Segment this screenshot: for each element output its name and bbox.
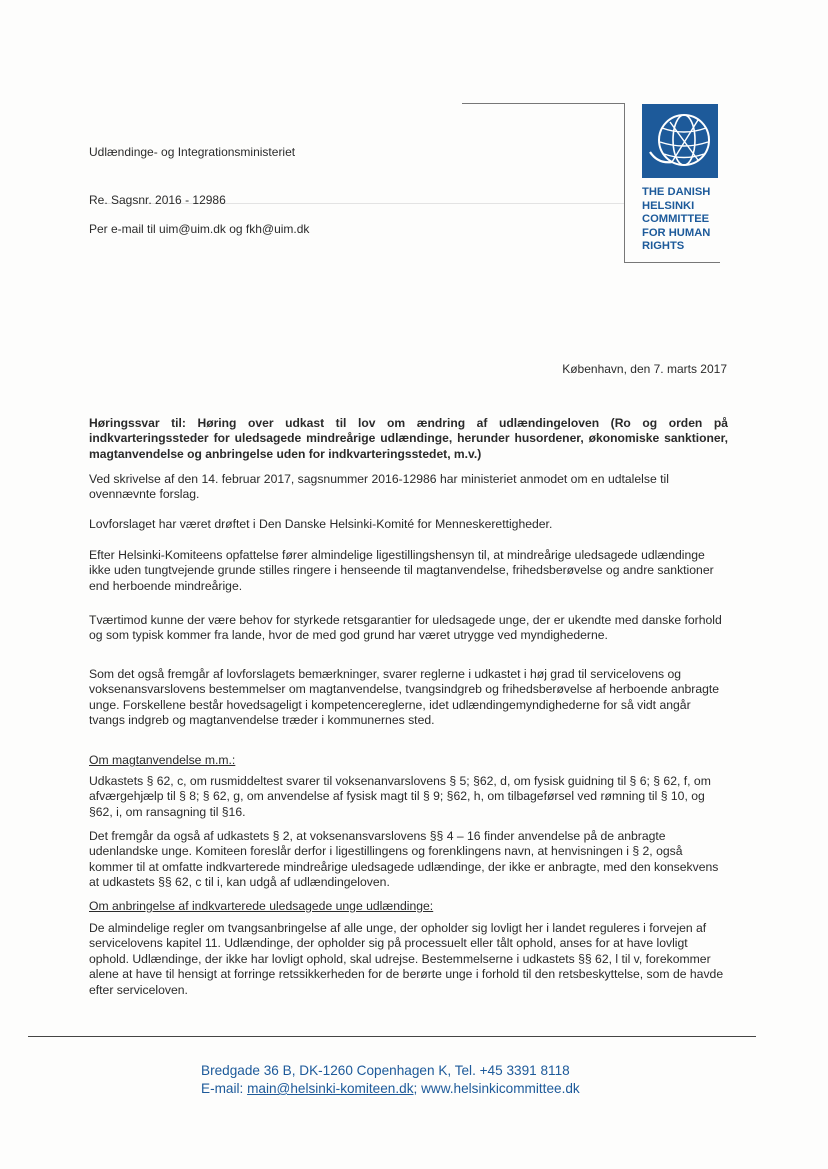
header-top-rule bbox=[462, 103, 625, 104]
logo-text bbox=[642, 186, 742, 254]
footer-rule bbox=[28, 1036, 756, 1037]
logo-line: FOR HUMAN bbox=[642, 226, 711, 239]
header-bottom-rule bbox=[624, 262, 720, 263]
subject: Høringssvar til: Høring over udkast til lov om ændring af udlændingeloven (Ro og orden på indkvarteringssteder for uledsagede mindreårige udlændinge, herunder husordener, økonomiske sanktioner, magtanvendelse og anbringelse uden for indkvarteringsstedet, m.v.) bbox=[89, 416, 728, 461]
footer-separator: ; bbox=[413, 1081, 422, 1096]
helsinki-committee-logo bbox=[642, 104, 718, 178]
paragraph: De almindelige regler om tvangsanbringelse af alle unge, der opholder sig lovligt her i landet reguleres i forvejen af servicelovens kapitel 11. Udlændinge, der opholder sig på processuelt eller tålt ophold, anses for at have lovligt ophold. Udlændinge, der ikke har lovligt ophold, skal udrejse. Bestemmelserne i udkastets §§ 62, l til v, forekommer alene at have til hensigt at forringe retssikkerheden for de berørte unge i forhold til den retsbeskyttelse, som de havde efter serviceloven. bbox=[89, 921, 724, 997]
logo-line: RIGHTS bbox=[642, 240, 685, 253]
footer-contact bbox=[201, 1080, 580, 1098]
email-line: Per e-mail til uim@uim.dk og fkh@uim.dk bbox=[89, 222, 310, 236]
logo-line: THE DANISH bbox=[642, 186, 711, 198]
paragraph: Ved skrivelse af den 14. februar 2017, sagsnummer 2016-12986 har ministeriet anmodet om en udtalelse til ovennævnte forslag. bbox=[89, 472, 669, 502]
section-heading: Om anbringelse af indkvarterede uledsagede unge udlændinge: bbox=[89, 899, 434, 913]
paragraph: Det fremgår da også af udkastets § 2, at voksenansvarslovens §§ 4 – 16 finder anvendelse på de anbragte udenlandske unge. Komiteen foreslår derfor i ligestillingens og forenklingens navn, at henvisningen i § 2, også kommer til at omfatte indkvarterede mindreårige uledsagede udlændinge, der ikke er anbragte, med den konsekvens at udkastets §§ 62, c til i, kan udgå af udlændingeloven. bbox=[89, 829, 719, 890]
paragraph: Udkastets § 62, c, om rusmiddeltest svarer til voksenanvarslovens § 5; §62, d, om fysisk guidning til § 6; § 62, f, om afværgehjælp til § 8; § 62, g, om anvendelse af fysisk magt til § 9; §62, h, om tilbageførsel ved rømning til § 10, og §62, i, om ransagning til §16. bbox=[89, 774, 711, 819]
paragraph: Efter Helsinki-Komiteens opfattelse fører almindelige ligestillingshensyn til, at mindreårige uledsagede udlændinge ikke uden tungtvejende grunde stilles ringere i henseende til magtanvendelse, frihedsberøvelse og andre sanktioner end herboende mindreårige. bbox=[89, 548, 714, 593]
section-heading: Om magtanvendelse m.m.: bbox=[89, 753, 236, 767]
paragraph: Som det også fremgår af lovforslagets bemærkninger, svarer reglerne i udkastet i høj grad til servicelovens og voksenansvarslovens bestemmelser om magtanvendelse, tvangsindgreb og frihedsberøvelse af herboende anbragte unge. Forskellene består hovedsageligt i kompetencereglerne, idet udlændingemyndighederne for så vidt angår tvangs indgreb og magtanvendelse træder i kommunernes sted. bbox=[89, 667, 720, 728]
date-line: København, den 7. marts 2017 bbox=[562, 362, 727, 376]
header-vertical-rule bbox=[624, 103, 625, 263]
logo-line: HELSINKI bbox=[642, 199, 695, 212]
footer-email-link[interactable]: main@helsinki-komiteen.dk bbox=[247, 1081, 414, 1096]
footer-website-link[interactable]: www.helsinkicommittee.dk bbox=[421, 1081, 580, 1096]
logo-line: COMMITTEE bbox=[642, 213, 710, 226]
globe-icon bbox=[642, 104, 718, 178]
footer-email-label: E-mail: bbox=[201, 1081, 248, 1096]
paragraph: Tværtimod kunne der være behov for styrkede retsgarantier for uledsagede unge, der er ukendte med danske forhold og som typisk kommer fra lande, hvor de med god grund har været utrygge ved myndighederne. bbox=[89, 613, 722, 643]
footer-address: Bredgade 36 B, DK-1260 Copenhagen K, Tel. +45 3391 8118 bbox=[201, 1063, 570, 1078]
paragraph: Lovforslaget har været drøftet i Den Danske Helsinki-Komité for Menneskerettigheder. bbox=[89, 517, 553, 531]
case-reference: Re. Sagsnr. 2016 - 12986 bbox=[89, 193, 226, 207]
recipient: Udlændinge- og Integrationsministeriet bbox=[89, 145, 296, 159]
